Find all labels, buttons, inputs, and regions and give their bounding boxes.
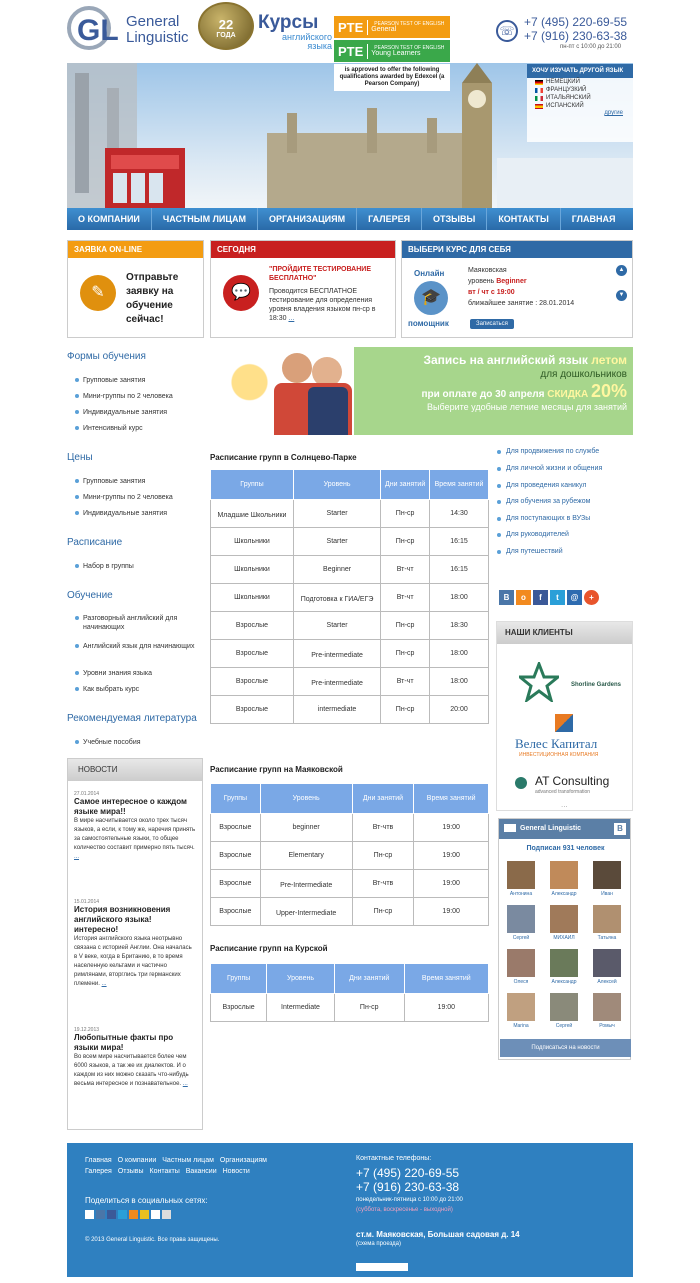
left-link[interactable]: Как выбрать курс (83, 686, 140, 693)
footer-phones (356, 1166, 459, 1194)
share-label: Поделиться в социальных сетях: (85, 1196, 208, 1205)
left-link[interactable]: Индивидуальные занятия (83, 409, 168, 416)
subscriber-name[interactable]: Иван (601, 891, 613, 897)
logo-line2: Linguistic (126, 29, 189, 46)
nav-contacts[interactable]: КОНТАКТЫ (487, 208, 560, 230)
table-cell: 19:00 (414, 870, 489, 898)
summer-promo-banner[interactable] (212, 347, 633, 435)
flag-es-icon (535, 104, 543, 109)
level-value: Beginner (496, 278, 527, 285)
today-box (210, 240, 396, 338)
footer-share-icon[interactable] (107, 1210, 116, 1219)
vk-widget (498, 818, 631, 1060)
client-veles-sub: ИНВЕСТИЦИОННАЯ КОМПАНИЯ (519, 752, 599, 758)
logo-text (126, 14, 189, 46)
column-header: Дни занятий (381, 470, 430, 500)
table-cell: Пн-ср (352, 842, 414, 870)
news-item (74, 1027, 196, 1089)
news-excerpt (74, 1053, 196, 1089)
helper-label: помощник (408, 319, 449, 328)
subscriber-name[interactable]: Алексей (597, 979, 617, 985)
lang-label: ИСПАНСКИЙ (546, 103, 584, 109)
subscriber-avatar[interactable] (593, 993, 621, 1021)
subscriber-avatar[interactable] (593, 861, 621, 889)
left-link[interactable]: Набор в группы (83, 563, 134, 570)
table-row (211, 870, 489, 898)
table-cell: Взрослые (211, 898, 261, 926)
box-title: СЕГОДНЯ (211, 241, 395, 258)
footer-share-icon[interactable] (140, 1210, 149, 1219)
lang-german[interactable] (527, 78, 633, 86)
flag-de-icon (535, 80, 543, 85)
news-excerpt (74, 817, 196, 862)
table-cell: 19:00 (414, 842, 489, 870)
subscriber-name[interactable]: Marina (513, 1023, 529, 1029)
table-cell: Взрослые (211, 640, 294, 668)
table-cell: 16:15 (430, 528, 489, 556)
pte-general-badge[interactable] (334, 16, 450, 38)
table-cell: 18:00 (430, 640, 489, 668)
clients-panel (496, 621, 633, 811)
today-text (269, 287, 393, 323)
table-row (211, 668, 489, 696)
clients-title: НАШИ КЛИЕНТЫ (497, 622, 632, 644)
promo-line3-text: при оплате до 30 апреля (421, 389, 545, 400)
subscriber-name[interactable]: Сергей (555, 1023, 573, 1029)
schedule-table-mayakovskaya (210, 783, 489, 926)
graduation-cap-icon: 🎓 (414, 281, 448, 315)
table-cell: Beginner (293, 556, 380, 584)
table-cell: Pre-Intermediate (260, 870, 352, 898)
subscriber-name[interactable]: Татьяна (597, 935, 617, 941)
promo-line3-accent: СКИДКА (547, 389, 589, 400)
table-cell: 20:00 (430, 696, 489, 724)
footer-share-icon[interactable] (162, 1210, 171, 1219)
table-cell: Пн-ср (381, 612, 430, 640)
table-row (211, 640, 489, 668)
purpose-link[interactable]: Для обучения за рубежом (506, 498, 591, 505)
footer-share-icon[interactable] (151, 1210, 160, 1219)
vk-group-avatar (504, 824, 516, 832)
table-row (211, 842, 489, 870)
footer-link[interactable]: Галерея (85, 1168, 112, 1175)
twitter-share-icon[interactable]: t (550, 590, 565, 605)
course-days: вт / чт с 19:00 (468, 289, 515, 296)
left-link[interactable]: Групповые занятия (83, 478, 146, 485)
purpose-link[interactable]: Для поступающих в ВУЗы (506, 515, 591, 522)
pte-young-badge[interactable] (334, 40, 450, 62)
footer-hours: понедельник-пятница с 10:00 до 21:00 (356, 1197, 463, 1203)
nav-organizations[interactable]: ОРГАНИЗАЦИЯМ (258, 208, 357, 230)
work-hours: пн-пт с 10:00 до 21:00 (560, 44, 622, 50)
table-cell: Пн-ср (381, 640, 430, 668)
pte-mark: PTE (334, 20, 368, 35)
left-link[interactable]: Групповые занятия (83, 377, 146, 384)
phone1: +7 (495) 220-69-55 (524, 15, 628, 29)
table-cell: 18:30 (430, 612, 489, 640)
table-cell: Взрослые (211, 668, 294, 696)
clients-dots: ... (561, 800, 568, 809)
subscriber-name[interactable]: Ромыч (599, 1023, 615, 1029)
table-cell: Младшие Школьники (211, 500, 294, 528)
footer-link[interactable]: Вакансии (185, 1168, 217, 1175)
table-cell: Пн-ср (334, 994, 404, 1022)
facebook-share-icon[interactable]: f (533, 590, 548, 605)
column-header: Группы (211, 470, 294, 500)
promo-line2: для дошкольников (540, 369, 627, 380)
vk-subscribers: Подписан 931 человек (526, 845, 605, 852)
footer-link[interactable]: Частным лицам (162, 1157, 214, 1164)
footer-social-icons (85, 1210, 171, 1219)
subscriber-avatar[interactable] (550, 905, 578, 933)
literature-heading: Рекомендуемая литература (67, 713, 197, 724)
lang-label: ИТАЛЬЯНСКИЙ (546, 95, 591, 101)
promo-line1-accent: летом (591, 353, 627, 367)
course-picker-box (401, 240, 633, 338)
pte-small: PEARSON TEST OF ENGLISH (374, 45, 445, 51)
table-cell: Вт-чт (381, 668, 430, 696)
table-cell: Вт-чтв (352, 814, 414, 842)
logo-line1: General (126, 13, 180, 30)
footer-link[interactable]: Отзывы (117, 1168, 144, 1175)
table-cell: Пн-ср (352, 898, 414, 926)
table-cell: 19:00 (414, 898, 489, 926)
nav-gallery[interactable]: ГАЛЕРЕЯ (357, 208, 422, 230)
subscriber-avatar[interactable] (507, 949, 535, 977)
footer-weekend: (суббота, воскресенье - выходной) (356, 1207, 453, 1213)
news-title: НОВОСТИ (68, 759, 202, 781)
today-headline: "ПРОЙДИТЕ ТЕСТИРОВАНИЕ БЕСПЛАТНО" (269, 266, 371, 282)
left-link[interactable]: Индивидуальные занятия (83, 510, 168, 517)
vk-header (499, 819, 630, 839)
footer-phone2: +7 (916) 230-63-38 (356, 1180, 460, 1194)
course-place: Маяковская (468, 267, 507, 274)
lang-label: НЕМЕЦКИЙ (546, 79, 580, 85)
promo-pct: 20% (590, 381, 627, 401)
promo-line3 (354, 381, 627, 402)
left-link[interactable]: Мини-группы по 2 человека (83, 494, 173, 501)
promo-line1 (354, 353, 627, 367)
footer-share-icon[interactable] (85, 1210, 94, 1219)
approved-text: is approved to offer the following qualifications awarded by Edexcel (a Pearson Company) (334, 64, 450, 91)
footer-address: ст.м. Маяковская, Большая садовая д. 14 (356, 1230, 520, 1239)
flag-fr-icon (535, 88, 543, 93)
purpose-link[interactable]: Для проведения каникул (506, 482, 587, 489)
table-cell: Школьники (211, 528, 294, 556)
client-veles: Велес Капитал (515, 736, 598, 751)
subscriber-avatar[interactable] (550, 861, 578, 889)
table-cell: Школьники (211, 584, 294, 612)
table-row (211, 528, 489, 556)
news-headline[interactable]: История возникновения английского языка! интересно! (74, 905, 171, 934)
pte-mark: PTE (334, 44, 368, 59)
schedule-title: Расписание групп на Курской (210, 944, 328, 953)
table-cell: 18:00 (430, 584, 489, 612)
other-langs-link[interactable]: другие (604, 110, 623, 116)
counter-widget[interactable] (356, 1263, 408, 1271)
site-title: Курсы (258, 12, 319, 33)
learning-heading: Обучение (67, 590, 113, 601)
map-link[interactable]: (схема проезда) (356, 1241, 401, 1247)
subscriber-name[interactable]: Олеся (513, 979, 529, 985)
pte-name: Young Learners (371, 50, 421, 57)
seal-text: ГОДА (216, 32, 236, 39)
column-header: Уровень (293, 470, 380, 500)
footer-link[interactable]: Контакты (149, 1168, 180, 1175)
left-link[interactable]: Мини-группы по 2 человека (83, 393, 173, 400)
phone-icon: ☏ (496, 20, 518, 42)
left-link[interactable]: Разговорный английский для начинающих (83, 615, 178, 631)
subscriber-name[interactable]: Александр (551, 979, 577, 985)
lang-italian[interactable] (527, 94, 633, 102)
news-headline[interactable]: Любопытные факты про языки мира! (74, 1033, 174, 1052)
table-cell: Вт-чт (381, 584, 430, 612)
edit-icon: ✎ (80, 275, 116, 311)
subscriber-avatar[interactable] (550, 993, 578, 1021)
langbox-title: ХОЧУ ИЗУЧАТЬ ДРУГОЙ ЯЗЫК (527, 64, 633, 78)
nav-reviews[interactable]: ОТЗЫВЫ (422, 208, 487, 230)
footer-link[interactable]: Организациям (219, 1157, 267, 1164)
table-cell: Взрослые (211, 842, 261, 870)
box-title: ЗАЯВКА ON-LINE (68, 241, 203, 258)
pte-name: General (371, 26, 397, 33)
news-more-link[interactable]: ... (74, 854, 80, 860)
prices-heading: Цены (67, 452, 93, 463)
column-header: Уровень (267, 964, 335, 994)
news-date: 19.12.2013 (74, 1027, 100, 1033)
promo-line4: Выберите удобные летние месяцы для занятий (427, 402, 627, 412)
site-subtitle: английского языка (281, 32, 332, 51)
table-row (211, 500, 489, 528)
lang-french[interactable] (527, 86, 633, 94)
subscriber-name[interactable]: Антонина (509, 891, 533, 897)
footer-link[interactable]: Новости (222, 1168, 250, 1175)
flag-it-icon (535, 96, 543, 101)
client-at: AT Consulting (535, 774, 610, 788)
column-header: Дни занятий (352, 784, 414, 814)
subscriber-avatar[interactable] (593, 949, 621, 977)
lang-label: ФРАНЦУЗКИЙ (546, 87, 587, 93)
table-cell: Школьники (211, 556, 294, 584)
vk-logo-icon[interactable]: B (614, 823, 626, 835)
table-row (211, 994, 489, 1022)
column-header: Уровень (260, 784, 352, 814)
table-cell: 16:15 (430, 556, 489, 584)
at-logo-icon (515, 777, 527, 789)
nav-home[interactable]: ГЛАВНАЯ (571, 214, 616, 224)
table-cell: beginner (260, 814, 352, 842)
today-more-link[interactable]: ... (288, 315, 295, 322)
table-row (211, 898, 489, 926)
purpose-link[interactable]: Для путешествий (506, 548, 563, 555)
table-row (211, 584, 489, 612)
children-reading-image (212, 347, 362, 435)
table-cell: Starter (293, 500, 380, 528)
star-logo-icon (519, 662, 559, 702)
footer-link[interactable]: О компании (117, 1157, 157, 1164)
news-panel (67, 758, 203, 1130)
seal-number: 22 (218, 17, 234, 32)
subscriber-avatar[interactable] (507, 905, 535, 933)
table-cell: 19:00 (414, 814, 489, 842)
subscribe-button[interactable]: Подписаться на новости (500, 1039, 631, 1057)
promo-line1-text: Запись на английский язык (423, 353, 588, 367)
pte-small: PEARSON TEST OF ENGLISH (374, 21, 445, 27)
promo-text (354, 347, 633, 435)
table-cell: Вт-чтв (352, 870, 414, 898)
left-link[interactable]: Интенсивный курс (83, 425, 143, 432)
table-row (211, 814, 489, 842)
client-shorline: Shorline Gardens (571, 682, 622, 688)
purpose-link[interactable]: Для руководителей (506, 531, 569, 538)
footer (67, 1143, 633, 1277)
contacts-label: Контактные телефоны: (356, 1155, 432, 1162)
lang-spanish[interactable] (527, 102, 633, 110)
footer-share-icon[interactable] (118, 1210, 127, 1219)
table-cell: Пн-ср (381, 528, 430, 556)
column-header: Время занятий (414, 784, 489, 814)
news-excerpt-text: История английского языка неотрывно связана с историей Англии. Она началась в V веке, когда в Британию, в то время населенную кельтами и частично римлянами, вторглись три германских племени. (74, 936, 192, 987)
svg-text:GL: GL (77, 14, 119, 47)
arrow-down-icon[interactable]: ▼ (616, 290, 627, 301)
subscriber-name[interactable]: Сергей (512, 935, 530, 941)
purpose-link[interactable]: Для личной жизни и общения (506, 465, 603, 472)
footer-phone1: +7 (495) 220-69-55 (356, 1166, 460, 1180)
box-text: Отправьте заявку на обучение сейчас! (126, 272, 179, 325)
column-header: Группы (211, 784, 261, 814)
column-header: Группы (211, 964, 267, 994)
today-body: Проводится БЕСПЛАТНОЕ тестирование для определения уровня владения языком пн-ср в 18:30 (269, 288, 376, 322)
table-cell: Вт-чт (381, 556, 430, 584)
vk-share-icon[interactable]: В (499, 590, 514, 605)
purpose-link[interactable]: Для продвижения по службе (506, 448, 600, 455)
mail-share-icon[interactable]: @ (567, 590, 582, 605)
chat-icon: 💬 (223, 275, 259, 311)
schedule-table-solntsevo (210, 469, 489, 724)
main-nav (67, 208, 633, 230)
table-cell: Intermediate (267, 994, 335, 1022)
news-excerpt-text: В мире насчитывается около трех тысяч языков, а если, к тому же, наречия принять за самостоятельные языки, то общее количество составит примерно пять тысяч. (74, 818, 196, 851)
table-cell: Взрослые (211, 696, 294, 724)
other-language-box (527, 64, 633, 142)
left-link[interactable]: Учебные пособия (83, 739, 141, 746)
veles-logo-icon (555, 714, 573, 732)
table-cell: Starter (293, 528, 380, 556)
table-row (211, 696, 489, 724)
table-cell: Взрослые (211, 994, 267, 1022)
schedule-title: Расписание групп на Маяковской (210, 765, 343, 774)
subscriber-avatar[interactable] (593, 905, 621, 933)
footer-share-icon[interactable] (96, 1210, 105, 1219)
table-row (211, 612, 489, 640)
news-headline[interactable]: Самое интересное о каждом языке мира!! (74, 797, 187, 816)
column-header: Время занятий (430, 470, 489, 500)
table-cell: Pre-intermediate (293, 640, 380, 668)
level-label: уровень (468, 278, 495, 285)
table-cell: 14:30 (430, 500, 489, 528)
copyright: © 2013 General Linguistic. Все права защищены. (85, 1237, 220, 1243)
table-cell: Подготовка к ГИА/ЕГЭ (293, 584, 380, 612)
footer-share-icon[interactable] (129, 1210, 138, 1219)
subscriber-name[interactable]: Александр (551, 891, 577, 897)
table-cell: 18:00 (430, 668, 489, 696)
table-cell: intermediate (293, 696, 380, 724)
table-cell: Пн-ср (381, 500, 430, 528)
course-level (468, 276, 574, 287)
course-info (468, 265, 574, 309)
table-cell: Pre-intermediate (293, 668, 380, 696)
subscriber-avatar[interactable] (507, 993, 535, 1021)
table-cell: Пн-ср (381, 696, 430, 724)
vk-title: General Linguistic (520, 824, 582, 832)
subscriber-name[interactable]: МИХАИЛ (553, 935, 575, 941)
table-cell: 19:00 (404, 994, 488, 1022)
left-link[interactable]: Уровни знания языка (83, 670, 152, 677)
phone2: +7 (916) 230-63-38 (524, 29, 628, 43)
news-item (74, 899, 196, 989)
nav-private[interactable]: ЧАСТНЫМ ЛИЦАМ (152, 208, 258, 230)
schedule-title: Расписание групп в Солнцево-Парке (210, 453, 357, 462)
news-more-link[interactable]: ... (101, 981, 107, 987)
forms-heading: Формы обучения (67, 351, 146, 362)
left-link[interactable]: Английский язык для начинающих (83, 643, 195, 650)
news-date: 27.01.2014 (74, 791, 100, 797)
course-next: ближайшее занятие : 28.01.2014 (468, 300, 575, 307)
ok-share-icon[interactable]: о (516, 590, 531, 605)
table-cell: Взрослые (211, 870, 261, 898)
online-label: Онлайн (414, 269, 445, 278)
footer-link[interactable]: Главная (85, 1157, 112, 1164)
schedule-heading: Расписание (67, 537, 123, 548)
news-item (74, 791, 196, 862)
schedule-table-kurskaya (210, 963, 489, 1022)
news-excerpt-text: Во всем мире насчитывается более чем 6000 языков, а так же их диалектов. И о каждом из них можно сказать что-нибудь весьма интересное и познавательное. (74, 1054, 189, 1087)
box-title: ВЫБЕРИ КУРС ДЛЯ СЕБЯ (402, 241, 632, 258)
news-more-link[interactable]: ... (182, 1081, 188, 1087)
header-phones (524, 15, 627, 43)
column-header: Время занятий (404, 964, 488, 994)
news-excerpt (74, 935, 196, 989)
table-cell: Upper-Intermediate (260, 898, 352, 926)
enroll-button[interactable]: Записаться (470, 319, 514, 329)
subscriber-avatar[interactable] (507, 861, 535, 889)
more-share-icon[interactable]: + (584, 590, 599, 605)
logo-gl-icon[interactable] (67, 4, 125, 52)
table-cell: Взрослые (211, 612, 294, 640)
table-cell: Взрослые (211, 814, 261, 842)
arrow-up-icon[interactable]: ▲ (616, 265, 627, 276)
table-row (211, 556, 489, 584)
anniversary-seal (198, 2, 254, 50)
online-request-box[interactable] (67, 240, 204, 338)
client-at-sub: advanced transformation (535, 789, 591, 795)
column-header: Дни занятий (334, 964, 404, 994)
table-cell: Starter (293, 612, 380, 640)
news-date: 15.01.2014 (74, 899, 100, 905)
table-cell: Elementary (260, 842, 352, 870)
nav-about[interactable]: О КОМПАНИИ (67, 208, 152, 230)
subscriber-avatar[interactable] (550, 949, 578, 977)
